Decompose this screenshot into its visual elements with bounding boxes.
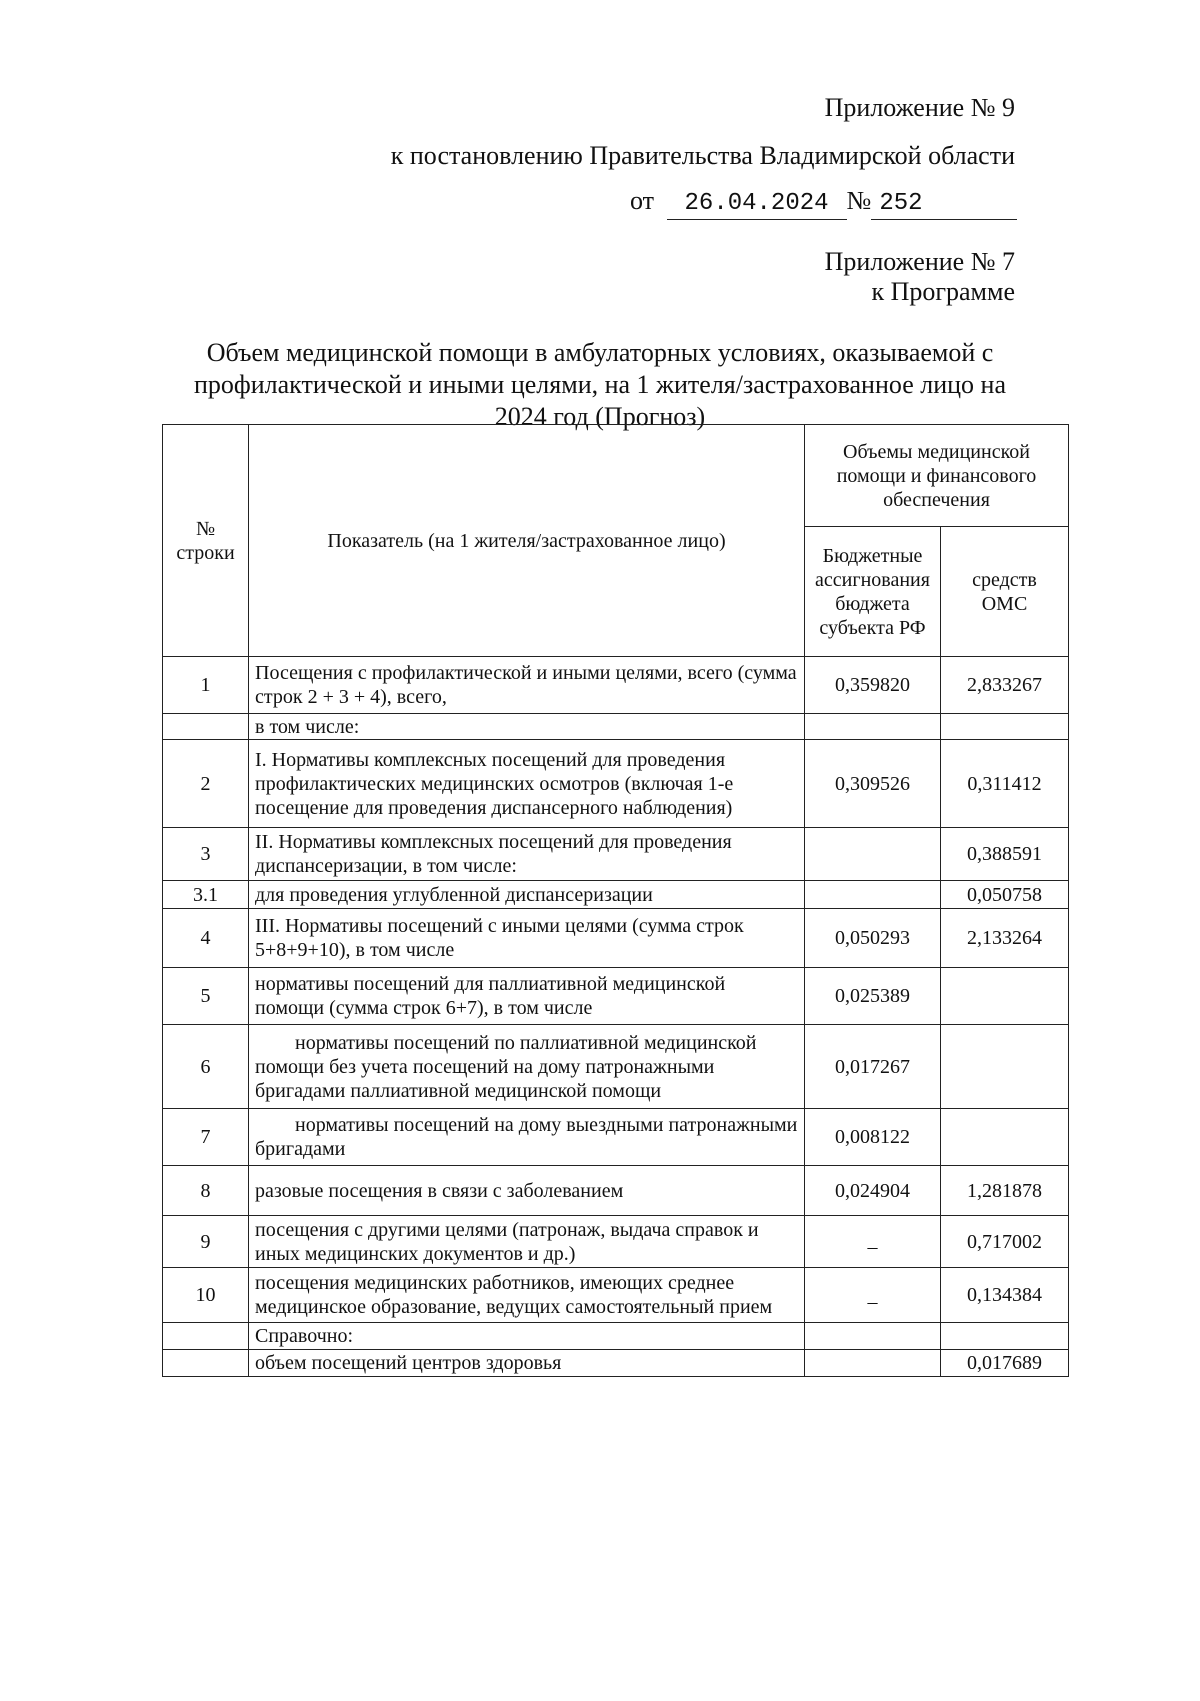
row-number: 3 — [163, 828, 249, 881]
row-number: 5 — [163, 968, 249, 1025]
decree-date: 26.04.2024 — [667, 189, 847, 220]
row-oms: 0,388591 — [941, 828, 1069, 881]
volume-table — [162, 424, 1069, 1377]
table-row — [163, 968, 1069, 1025]
row-indicator: II. Нормативы комплексных посещений для проведения диспансеризации, в том числе: — [249, 828, 805, 881]
row-budget — [805, 881, 941, 909]
row-number: 2 — [163, 740, 249, 828]
decree-line: к постановлению Правительства Владимирской области — [390, 141, 1015, 170]
row-indicator — [249, 1109, 805, 1166]
row-number — [163, 1350, 249, 1377]
row-oms — [941, 968, 1069, 1025]
table-row — [163, 657, 1069, 714]
row-number: 6 — [163, 1025, 249, 1109]
row-oms: 0,017689 — [941, 1350, 1069, 1377]
row-budget: 0,025389 — [805, 968, 941, 1025]
row-oms — [941, 1323, 1069, 1350]
row-budget: 0,309526 — [805, 740, 941, 828]
decree-number: 252 — [871, 189, 1017, 220]
row-oms: 2,833267 — [941, 657, 1069, 714]
row-number — [163, 1323, 249, 1350]
row-number: 3.1 — [163, 881, 249, 909]
row-number: 7 — [163, 1109, 249, 1166]
table-row — [163, 1166, 1069, 1216]
row-indicator: I. Нормативы комплексных посещений для проведения профилактических медицинских осмотров (включая 1-е посещение для проведения диспансерного наблюдения) — [249, 740, 805, 828]
date-prefix: от — [630, 186, 655, 215]
row-budget: 0,008122 — [805, 1109, 941, 1166]
program-line: к Программе — [871, 277, 1015, 306]
row-indicator-text: нормативы посещений на дому выездными патронажными бригадами — [255, 1114, 798, 1160]
row-number: 8 — [163, 1166, 249, 1216]
row-budget: 0,050293 — [805, 909, 941, 968]
row-budget — [805, 714, 941, 740]
row-number: 4 — [163, 909, 249, 968]
row-budget — [805, 1350, 941, 1377]
header-oms: средств ОМС — [941, 527, 1069, 657]
row-indicator: посещения медицинских работников, имеющих среднее медицинское образование, ведущих самостоятельный прием — [249, 1268, 805, 1323]
decree-date-line — [630, 186, 1020, 220]
row-oms: 2,133264 — [941, 909, 1069, 968]
header-budget: Бюджетные ассигнования бюджета субъекта РФ — [805, 527, 941, 657]
row-oms: 0,050758 — [941, 881, 1069, 909]
table-row — [163, 1109, 1069, 1166]
row-budget: 0,017267 — [805, 1025, 941, 1109]
table-row — [163, 1025, 1069, 1109]
header-volumes: Объемы медицинской помощи и финансового обеспечения — [805, 425, 1069, 527]
header-indicator: Показатель (на 1 жителя/застрахованное лицо) — [249, 425, 805, 657]
row-oms: 1,281878 — [941, 1166, 1069, 1216]
row-oms: 0,311412 — [941, 740, 1069, 828]
row-oms — [941, 1025, 1069, 1109]
table-row — [163, 828, 1069, 881]
row-indicator: разовые посещения в связи с заболеванием — [249, 1166, 805, 1216]
row-indicator-text: нормативы посещений по паллиативной медицинской помощи без учета посещений на дому патронажными бригадами паллиативной медицинской помощи — [255, 1031, 757, 1102]
table-row — [163, 909, 1069, 968]
row-indicator: в том числе: — [249, 714, 805, 740]
row-budget — [805, 1323, 941, 1350]
title-line-3: 2024 год (Прогноз) — [494, 402, 706, 431]
title-line-1: Объем медицинской помощи в амбулаторных условиях, оказываемой с — [206, 338, 994, 367]
row-number: 9 — [163, 1216, 249, 1268]
appendix-7-line: Приложение № 7 — [824, 247, 1015, 276]
table-row — [163, 1216, 1069, 1268]
row-indicator: нормативы посещений для паллиативной медицинской помощи (сумма строк 6+7), в том числе — [249, 968, 805, 1025]
row-budget: – — [805, 1268, 941, 1323]
appendix-9-line: Приложение № 9 — [824, 93, 1015, 122]
row-indicator: Посещения с профилактической и иными целями, всего (сумма строк 2 + 3 + 4), всего, — [249, 657, 805, 714]
row-indicator: Справочно: — [249, 1323, 805, 1350]
row-number — [163, 714, 249, 740]
row-budget — [805, 828, 941, 881]
header-row-number: № строки — [163, 425, 249, 657]
title-line-2: профилактической и иными целями, на 1 жителя/застрахованное лицо на — [193, 370, 1006, 399]
table-header-row — [163, 425, 1069, 527]
row-oms: 0,134384 — [941, 1268, 1069, 1323]
number-prefix: № — [846, 186, 872, 215]
row-indicator: объем посещений центров здоровья — [249, 1350, 805, 1377]
row-number: 1 — [163, 657, 249, 714]
table-row — [163, 714, 1069, 740]
document-title — [150, 337, 1050, 433]
table-row — [163, 881, 1069, 909]
row-budget: 0,359820 — [805, 657, 941, 714]
row-indicator — [249, 1025, 805, 1109]
row-oms — [941, 1109, 1069, 1166]
row-indicator: для проведения углубленной диспансеризации — [249, 881, 805, 909]
row-oms: 0,717002 — [941, 1216, 1069, 1268]
row-indicator: посещения с другими целями (патронаж, выдача справок и иных медицинских документов и др.) — [249, 1216, 805, 1268]
table-row — [163, 740, 1069, 828]
row-oms — [941, 714, 1069, 740]
row-indicator: III. Нормативы посещений с иными целями (сумма строк 5+8+9+10), в том числе — [249, 909, 805, 968]
table-row — [163, 1323, 1069, 1350]
table-row — [163, 1350, 1069, 1377]
table-row — [163, 1268, 1069, 1323]
row-budget: 0,024904 — [805, 1166, 941, 1216]
row-number: 10 — [163, 1268, 249, 1323]
row-budget: – — [805, 1216, 941, 1268]
